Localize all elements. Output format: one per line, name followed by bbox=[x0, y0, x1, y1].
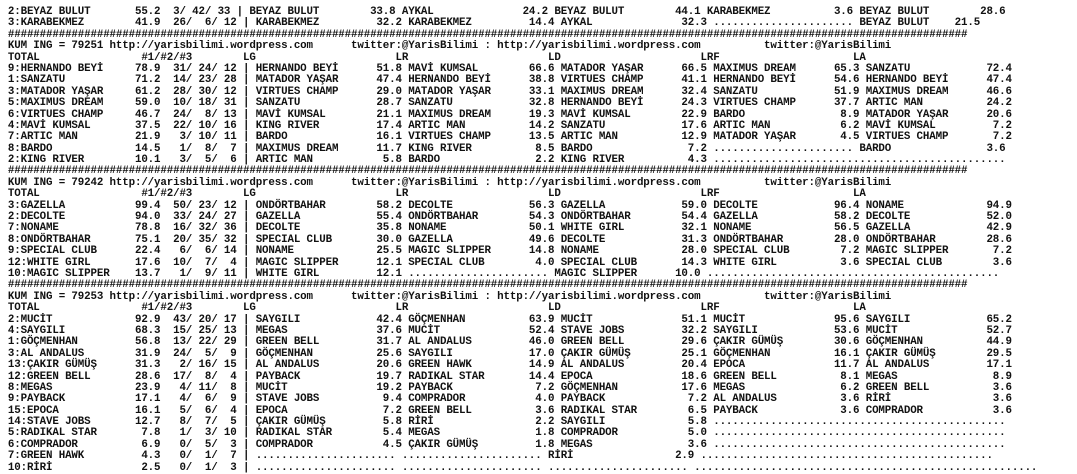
text-line: 10:MAGIC SLIPPER 13.7 1/ 9/ 11 | WHITE GIRL 12.1 ...................... MAGIC SLIPPER 10.0 .............................................. bbox=[7, 267, 1000, 280]
text-line: 5:MAXIMUS DREAM 59.0 10/ 18/ 31 | SANZATU 28.7 SANZATU 32.8 HERNANDO BEYİ 24.3 VIRTUES CHAMP 37.7 ARTIC MAN 24.2 bbox=[7, 97, 1012, 110]
text-line: 9:SPECIAL CLUB 22.4 6/ 6/ 14 | NONAME 25.5 MAGIC SLIPPER 14.8 NONAME 28.0 SPECIAL CLUB 7.2 MAGIC SLIPPER 7.2 bbox=[7, 245, 1012, 258]
text-line: 15:EPOCA 16.1 5/ 6/ 4 | EPOCA 7.2 GREEN BELL 3.6 RADIKAL STAR 6.5 PAYBACK 3.6 COMPRADOR 3.6 bbox=[7, 404, 1012, 417]
text-line: 12:WHITE GIRL 17.6 10/ 7/ 4 | MAGIC SLIPPER 12.1 SPECIAL CLUB 4.0 SPECIAL CLUB 14.3 WHITE GIRL 3.6 SPECIAL CLUB 3.6 bbox=[7, 256, 1012, 269]
text-line: 7:NONAME 78.8 16/ 32/ 36 | DECOLTE 35.8 NONAME 50.1 WHITE GIRL 32.1 NONAME 56.5 GAZELLA 42.9 bbox=[7, 222, 1012, 235]
text-line: 8:MEGAS 23.9 4/ 11/ 8 | MUCİT 19.2 PAYBACK 7.2 GÖÇMENHAN 17.6 MEGAS 6.2 GREEN BELL 3.6 bbox=[7, 381, 1012, 394]
text-line: 1:SANZATU 71.2 14/ 23/ 28 | MATADOR YAŞAR 47.4 HERNANDO BEYİ 38.8 VIRTUES CHAMP 41.1 HERNANDO BEYİ 54.6 HERNANDO BEYİ 47.4 bbox=[7, 74, 1012, 87]
text-line: 4:MAVİ KUMSAL 37.5 22/ 10/ 16 | KING RIVER 17.4 ARTIC MAN 14.2 SANZATU 17.6 ARTIC MAN 6.2 MAVİ KUMSAL 7.2 bbox=[7, 119, 1012, 132]
text-line: 8:BARDO 14.5 1/ 8/ 7 | MAXIMUS DREAM 11.7 KING RIVER 8.5 BARDO 7.2 ...................... BARDO 3.6 bbox=[7, 142, 1006, 155]
text-line: 10:RİRİ 2.5 0/ 1/ 3 | ...................... ...................... ...................... ...................................................... bbox=[7, 461, 1038, 474]
text-line: 3:KARABEKMEZ 41.9 26/ 6/ 12 | KARABEKMEZ 32.2 KARABEKMEZ 14.4 AYKAL 32.3 ...................... BEYAZ BULUT 21.5 bbox=[7, 17, 981, 30]
text-line: 2:DECOLTE 94.0 33/ 24/ 27 | GAZELLA 55.4 ONDÖRTBAHAR 54.3 ONDÖRTBAHAR 54.4 GAZELLA 58.2 DECOLTE 52.0 bbox=[7, 211, 1012, 224]
text-line: 3:MATADOR YAŞAR 61.2 28/ 30/ 12 | VIRTUES CHAMP 29.0 MATADOR YAŞAR 33.1 MAXIMUS DREAM 32.4 SANZATU 51.9 MAXIMUS DREAM 46.6 bbox=[7, 85, 1012, 98]
text-line: 2:MUCİT 92.9 43/ 20/ 17 | SAYGILI 42.4 GÖÇMENHAN 63.9 MUCİT 51.1 MUCİT 95.6 SAYGILI 65.2 bbox=[7, 313, 1012, 326]
text-line: ####################################################################################################################################################### bbox=[7, 28, 968, 41]
text-line: KUM ING = 79251 http://yarisbilimi.wordpress.com twitter:@YarisBilimi : http://yarisbilimi.wordpress.com twitter:@YarisBilimi bbox=[7, 40, 892, 53]
text-line: 3:GAZELLA 99.4 50/ 23/ 12 | ONDÖRTBAHAR 58.2 DECOLTE 56.3 GAZELLA 59.0 DECOLTE 96.4 NONAME 94.9 bbox=[7, 199, 1012, 212]
text-line: 2:BEYAZ BULUT 55.2 3/ 42/ 33 | BEYAZ BULUT 33.8 AYKAL 24.2 BEYAZ BULUT 44.1 KARABEKMEZ 3.6 BEYAZ BULUT 28.6 bbox=[7, 6, 1006, 18]
text-line: ####################################################################################################################################################### bbox=[7, 165, 968, 178]
text-line: 9:PAYBACK 17.1 4/ 6/ 9 | STAVE JOBS 9.4 COMPRADOR 4.0 PAYBACK 7.2 AL ANDALUS 3.6 RİRİ 3.6 bbox=[7, 393, 1012, 406]
text-line: 12:GREEN BELL 28.6 17/ 8/ 4 | PAYBACK 19.7 RADIKAL STAR 14.4 EPOCA 18.6 GREEN BELL 8.1 MEGAS 8.9 bbox=[7, 370, 1012, 383]
text-line: 8:ONDÖRTBAHAR 75.1 20/ 35/ 32 | SPECIAL CLUB 30.0 GAZELLA 49.6 DECOLTE 31.3 ONDÖRTBAHAR 28.0 ONDÖRTBAHAR 28.6 bbox=[7, 233, 1012, 246]
text-line: 4:SAYGILI 68.3 15/ 25/ 13 | MEGAS 37.6 MUCİT 52.4 STAVE JOBS 32.2 SAYGILI 53.6 MUCİT 52.7 bbox=[7, 324, 1012, 337]
text-line: 6:VIRTUES CHAMP 46.7 24/ 8/ 13 | MAVİ KUMSAL 21.1 MAXIMUS DREAM 19.3 MAVİ KUMSAL 22.9 BARDO 8.9 MATADOR YAŞAR 20.6 bbox=[7, 108, 1012, 121]
text-line: 3:AL ANDALUS 31.9 24/ 5/ 9 | GÖÇMENHAN 25.6 SAYGILI 17.0 ÇAKIR GÜMÜŞ 25.1 GÖÇMENHAN 16.1 ÇAKIR GÜMÜŞ 29.5 bbox=[7, 347, 1012, 360]
text-line: KUM ING = 79253 http://yarisbilimi.wordpress.com twitter:@YarisBilimi : http://yarisbilimi.wordpress.com twitter:@YarisBilimi bbox=[7, 290, 892, 303]
text-line: 1:GÖÇMENHAN 56.8 13/ 22/ 29 | GREEN BELL 31.7 AL ANDALUS 46.0 GREEN BELL 29.6 ÇAKIR GÜMÜŞ 30.6 GÖÇMENHAN 44.9 bbox=[7, 336, 1012, 349]
text-line: TOTAL #1/#2/#3 LG LR LD LRF LA bbox=[7, 51, 866, 64]
text-line: TOTAL #1/#2/#3 LG LR LD LRF LA bbox=[7, 188, 866, 201]
text-line: 2:KING RIVER 10.1 3/ 5/ 6 | ARTIC MAN 5.8 BARDO 2.2 KING RIVER 4.3 .............................................. bbox=[7, 154, 1006, 167]
text-line: 5:RADIKAL STAR 7.8 1/ 3/ 10 | RADIKAL STAR 5.4 MEGAS 1.8 COMPRADOR 5.0 .............................................. bbox=[7, 427, 1006, 440]
text-line: 6:COMPRADOR 6.9 0/ 5/ 3 | COMPRADOR 4.5 ÇAKIR GÜMÜŞ 1.8 MEGAS 3.6 .............................................. bbox=[7, 438, 1006, 451]
text-line: 13:ÇAKIR GÜMÜŞ 31.3 2/ 16/ 15 | AL ANDALUS 20.6 GREEN HAWK 14.9 AL ANDALUS 20.4 EPOCA 11.7 AL ANDALUS 17.1 bbox=[7, 359, 1012, 372]
text-line: KUM ING = 79242 http://yarisbilimi.wordpress.com twitter:@YarisBilimi : http://yarisbilimi.wordpress.com twitter:@YarisBilimi bbox=[7, 176, 892, 189]
text-line: 14:STAVE JOBS 12.7 8/ 7/ 5 | ÇAKIR GÜMÜŞ 5.8 RİRİ 2.2 SAYGILI 5.8 .............................................. bbox=[7, 416, 1006, 429]
text-line: 9:HERNANDO BEYİ 78.9 31/ 24/ 12 | HERNANDO BEYİ 51.8 MAVİ KUMSAL 66.6 MATADOR YAŞAR 66.5 MAXIMUS DREAM 65.3 SANZATU 72.4 bbox=[7, 62, 1012, 75]
text-line: ####################################################################################################################################################### bbox=[7, 279, 968, 292]
text-line: TOTAL #1/#2/#3 LG LR LD LRF LA bbox=[7, 302, 866, 315]
text-line: 7:ARTIC MAN 21.9 3/ 10/ 11 | BARDO 16.1 VIRTUES CHAMP 13.5 ARTIC MAN 12.9 MATADOR YAŞAR 4.5 VIRTUES CHAMP 7.2 bbox=[7, 131, 1012, 144]
text-line: 7:GREEN HAWK 4.3 0/ 1/ 7 | ...................... ...................... RİRİ 2.9 .............................................. bbox=[7, 450, 993, 463]
